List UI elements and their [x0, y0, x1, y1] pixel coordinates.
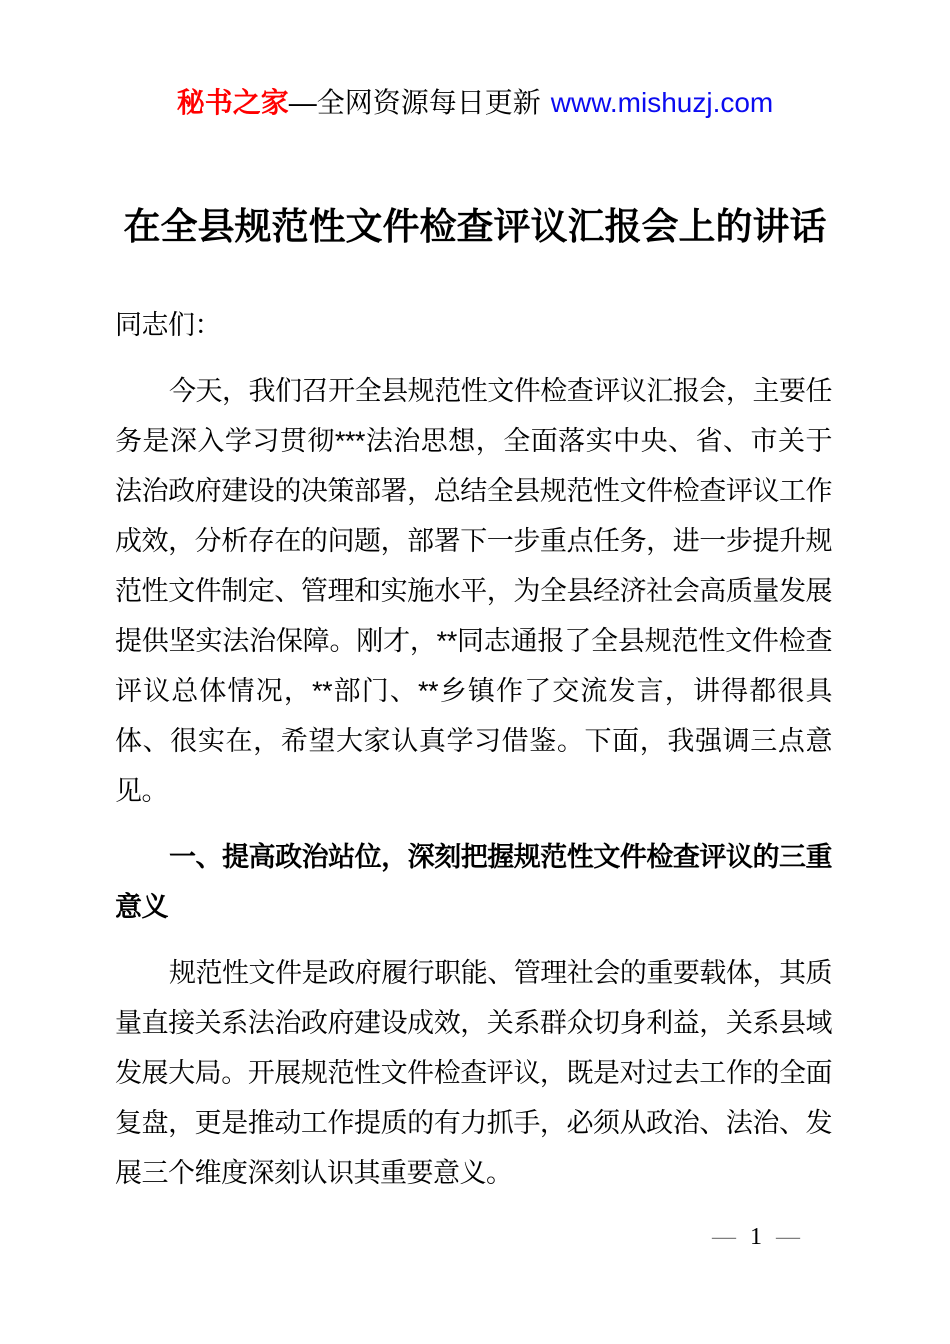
document-body — [115, 300, 832, 1214]
paragraph-section-heading: 一、提高政治站位，深刻把握规范性文件检查评议的三重意义 — [115, 842, 832, 922]
site-tagline: —全网资源每日更新 — [288, 87, 541, 118]
paragraph-intro: 今天，我们召开全县规范性文件检查评议汇报会，主要任务是深入学习贯彻***法治思想，全面落实中央、省、市关于法治政府建设的决策部署，总结全县规范性文件检查评议工作成效，分析存在的问题，部署下一步重点任务，进一步提升规范性文件制定、管理和实施水平，为全县经济社会高质量发展提供坚实法治保障。刚才，**同志通报了全县规范性文件检查评议总体情况，**部门、**乡镇作了交流发言，讲得都很具体、很实在，希望大家认真学习借鉴。下面，我强调三点意见。 — [115, 376, 832, 806]
site-url: www.mishuzj.com — [550, 87, 774, 118]
site-brand: 秘书之家 — [176, 87, 289, 118]
page-number-right-dash: — — [776, 1224, 800, 1250]
page-number-left-dash: — — [712, 1224, 736, 1250]
document-title: 在全县规范性文件检查评议汇报会上的讲话 — [123, 205, 827, 247]
paragraph-section-body: 规范性文件是政府履行职能、管理社会的重要载体，其质量直接关系法治政府建设成效，关系群众切身利益，关系县域发展大局。开展规范性文件检查评议，既是对过去工作的全面复盘，更是推动工作提质的有力抓手，必须从政治、法治、发展三个维度深刻认识其重要意义。 — [115, 958, 832, 1188]
page-number-value: 1 — [750, 1224, 762, 1250]
page-number — [712, 1220, 800, 1254]
paragraph-salutation: 同志们： — [115, 310, 221, 340]
site-header — [0, 84, 950, 122]
